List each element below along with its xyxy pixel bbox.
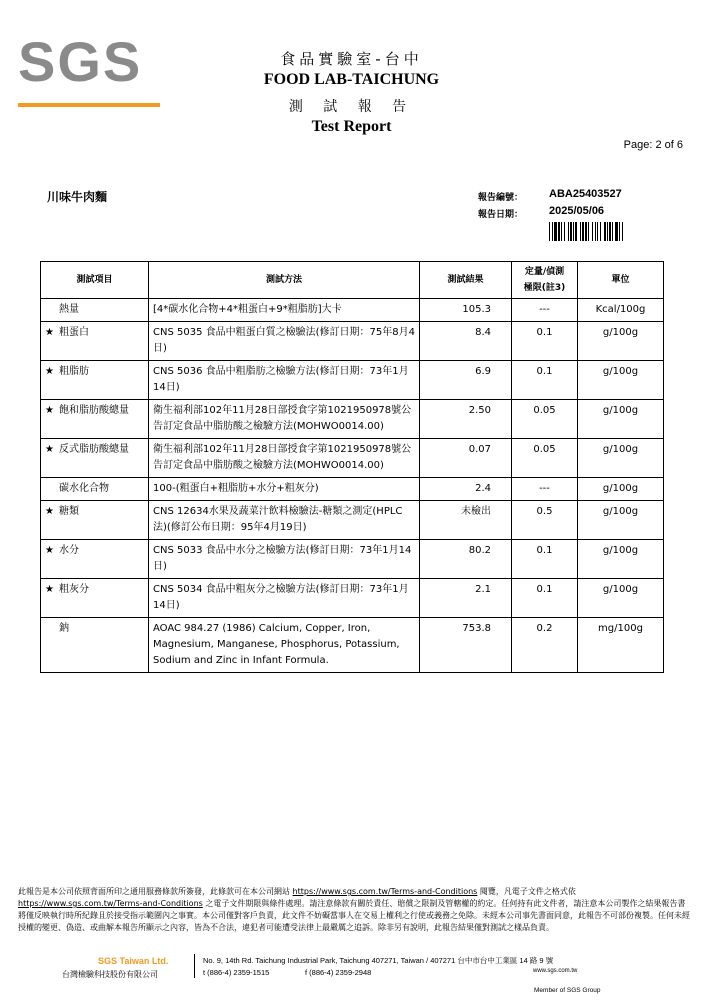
barcode-bar (554, 222, 557, 241)
cell-result: 80.2 (420, 540, 512, 579)
cell-item (41, 579, 149, 618)
cell-result: 6.9 (420, 361, 512, 400)
cell-result: 0.07 (420, 439, 512, 478)
cell-item (41, 439, 149, 478)
cell-limit: 0.1 (512, 322, 578, 361)
table-row (41, 400, 664, 439)
disclaimer-part-3: 之電子文件期限與條件處理。請注意條款有關於責任、賠償之限制及管轄權的約定。任何持有此文件者，請注意本公司製作之結果報告書將僅反映執行時所紀錄且於接受指示範圍內之事實。本公司僅對客戶負責，此文件不妨礙當事人在交易上權利之行使或義務之免除。未經本公司事先書面同意，此報告不可部份複製。任何未經授權的變更、偽造、或曲解本報告所顯示之內容，皆為不合法，違犯者可能遭受法律上最嚴厲之追訴。除非另有說明，此報告結果僅對測試之樣品負責。 (18, 899, 690, 932)
barcode-bar (575, 222, 577, 241)
cell-limit: --- (512, 299, 578, 322)
item-label: 粗脂肪 (59, 366, 89, 377)
cell-method: AOAC 984.27 (1986) Calcium, Copper, Iron, Magnesium, Manganese, Phosphorus, Potassium, Sodium and Zinc in Infant Formula. (149, 618, 420, 673)
table-row (41, 579, 664, 618)
cell-unit: g/100g (578, 400, 664, 439)
cell-unit: g/100g (578, 478, 664, 501)
report-title-zh: 測 試 報 告 (288, 99, 415, 115)
barcode-bar (573, 222, 574, 241)
cell-unit: g/100g (578, 579, 664, 618)
cell-method: 衛生福利部102年11月28日部授食字第1021950978號公告訂定食品中脂肪酸之檢驗方法(MOHWO0014.00) (149, 439, 420, 478)
results-table (40, 261, 664, 673)
item-label: 水分 (59, 545, 79, 556)
terms-link-2[interactable]: https://www.sgs.com.tw/Terms-and-Conditions (18, 899, 203, 908)
lab-name-zh: 食品實驗室-台中 (280, 50, 423, 68)
barcode-bar (615, 222, 618, 241)
cell-result: 753.8 (420, 618, 512, 673)
report-date-value: 2025/05/06 (549, 205, 605, 217)
disclaimer-part-1: 此報告是本公司依照背面所印之通用服務條款所簽發，此條款可在本公司網站 (18, 887, 293, 896)
header-item: 測試項目 (41, 262, 149, 299)
cell-result: 8.4 (420, 322, 512, 361)
barcode-bar (552, 222, 553, 241)
accredited-star-icon: ★ (45, 444, 54, 455)
cell-method: CNS 5034 食品中粗灰分之檢驗方法(修訂日期：73年1月14日) (149, 579, 420, 618)
item-label: 反式脂肪酸總量 (59, 444, 129, 455)
table-row (41, 618, 664, 673)
barcode-bar (622, 222, 623, 241)
item-label: 糖類 (59, 506, 79, 517)
accredited-star-icon: ★ (45, 545, 54, 556)
cell-result: 105.3 (420, 299, 512, 322)
barcode-bar (561, 222, 562, 241)
table-row (41, 299, 664, 322)
terms-link[interactable]: https://www.sgs.com.tw/Terms-and-Conditions (292, 887, 478, 896)
header-result: 測試結果 (420, 262, 512, 299)
cell-item (41, 501, 149, 540)
barcode-bar (585, 222, 587, 241)
cell-limit: 0.1 (512, 540, 578, 579)
cell-result: 2.4 (420, 478, 512, 501)
barcode-bar (595, 222, 596, 241)
header-method: 測試方法 (149, 262, 420, 299)
cell-limit: 0.1 (512, 579, 578, 618)
table-row (41, 501, 664, 540)
barcode-bar (582, 222, 584, 241)
cell-unit: g/100g (578, 501, 664, 540)
company-tel: t (886-4) 2359-1515 (203, 968, 270, 977)
report-no-label: 報告編號： (478, 193, 524, 203)
cell-item (41, 618, 149, 673)
accredited-star-icon: ★ (45, 366, 54, 377)
barcode-bar (609, 222, 611, 241)
barcode-bar (558, 222, 560, 241)
item-label: 鈉 (59, 623, 69, 634)
header-unit: 單位 (578, 262, 664, 299)
table-header-row (41, 262, 664, 299)
cell-item (41, 322, 149, 361)
header-limit-line1: 定量/偵測 (524, 267, 565, 277)
cell-item (41, 400, 149, 439)
barcode-bar (612, 222, 613, 241)
accredited-star-icon: ★ (45, 327, 54, 338)
cell-limit: 0.5 (512, 501, 578, 540)
cell-unit: Kcal/100g (578, 299, 664, 322)
report-title-en: Test Report (311, 118, 392, 135)
cell-item (41, 478, 149, 501)
company-name-en: SGS Taiwan Ltd. (98, 956, 169, 966)
cell-method: CNS 12634水果及蔬菜汁飲料檢驗法-糖類之測定(HPLC法)(修訂公布日期：95年4月19日) (149, 501, 420, 540)
page-number: Page: 2 of 6 (623, 139, 683, 151)
item-label: 碳水化合物 (59, 483, 109, 494)
cell-limit: 0.1 (512, 361, 578, 400)
cell-unit: mg/100g (578, 618, 664, 673)
product-name: 川味牛肉麵 (47, 190, 108, 204)
cell-limit: 0.05 (512, 439, 578, 478)
barcode-bar (570, 222, 572, 241)
barcode-bar (592, 222, 593, 241)
report-date-label: 報告日期： (478, 210, 524, 220)
member-of-sgs: Member of SGS Group (534, 987, 601, 994)
item-label: 粗灰分 (59, 584, 89, 595)
cell-item (41, 299, 149, 322)
barcode-bar (604, 222, 606, 241)
table-row (41, 439, 664, 478)
cell-limit: 0.05 (512, 400, 578, 439)
header-limit (512, 262, 578, 299)
barcode-bar (600, 222, 601, 241)
item-label: 粗蛋白 (59, 327, 89, 338)
barcode-bar (607, 222, 608, 241)
cell-limit: 0.2 (512, 618, 578, 673)
report-no-value: ABA25403527 (549, 188, 622, 200)
cell-method: 衛生福利部102年11月28日部授食字第1021950978號公告訂定食品中脂肪酸之檢驗方法(MOHWO0014.00) (149, 400, 420, 439)
cell-method: 100-(粗蛋白+粗脂肪+水分+粗灰分) (149, 478, 420, 501)
disclaimer-part-2: 閱覽，凡電子文件之格式依 (477, 887, 576, 896)
header-limit-line2: 極限(註3) (523, 283, 566, 293)
company-name-zh: 台灣檢驗科技股份有限公司 (62, 970, 158, 979)
cell-method: CNS 5033 食品中水分之檢驗方法(修訂日期：73年1月14日) (149, 540, 420, 579)
footer-divider (194, 954, 195, 978)
accredited-star-icon: ★ (45, 405, 54, 416)
cell-method: CNS 5036 食品中粗脂肪之檢驗方法(修訂日期：73年1月14日) (149, 361, 420, 400)
table-row (41, 322, 664, 361)
cell-result: 2.1 (420, 579, 512, 618)
company-address: No. 9, 14th Rd. Taichung Industrial Park, Taichung 407271, Taiwan / 407271 台中市台中工業區 14 路 9 號 (203, 956, 554, 965)
report-barcode (549, 222, 663, 241)
cell-method: [4*碳水化合物+4*粗蛋白+9*粗脂肪]大卡 (149, 299, 420, 322)
barcode-bar (588, 222, 589, 241)
barcode-bar (564, 222, 565, 241)
item-label: 熱量 (59, 304, 79, 315)
company-website[interactable]: www.sgs.com.tw (533, 968, 578, 974)
item-label: 飽和脂肪酸總量 (59, 405, 129, 416)
barcode-bar (580, 222, 581, 241)
cell-method: CNS 5035 食品中粗蛋白質之檢驗法(修訂日期：75年8月4日) (149, 322, 420, 361)
accredited-star-icon: ★ (45, 584, 54, 595)
cell-unit: g/100g (578, 322, 664, 361)
cell-item (41, 540, 149, 579)
sgs-logo-text: SGS (18, 30, 143, 93)
cell-limit: --- (512, 478, 578, 501)
disclaimer (18, 886, 690, 934)
cell-result: 未檢出 (420, 501, 512, 540)
barcode-bar (619, 222, 620, 241)
cell-unit: g/100g (578, 361, 664, 400)
barcode-bar (597, 222, 598, 241)
cell-result: 2.50 (420, 400, 512, 439)
cell-unit: g/100g (578, 439, 664, 478)
table-row (41, 361, 664, 400)
cell-unit: g/100g (578, 540, 664, 579)
lab-name-en: FOOD LAB-TAICHUNG (263, 71, 440, 88)
table-row (41, 478, 664, 501)
table-row (41, 540, 664, 579)
company-fax: f (886-4) 2359-2948 (305, 968, 372, 977)
cell-item (41, 361, 149, 400)
barcode-bar (568, 222, 569, 241)
barcode-bar (549, 222, 550, 241)
accredited-star-icon: ★ (45, 506, 54, 517)
